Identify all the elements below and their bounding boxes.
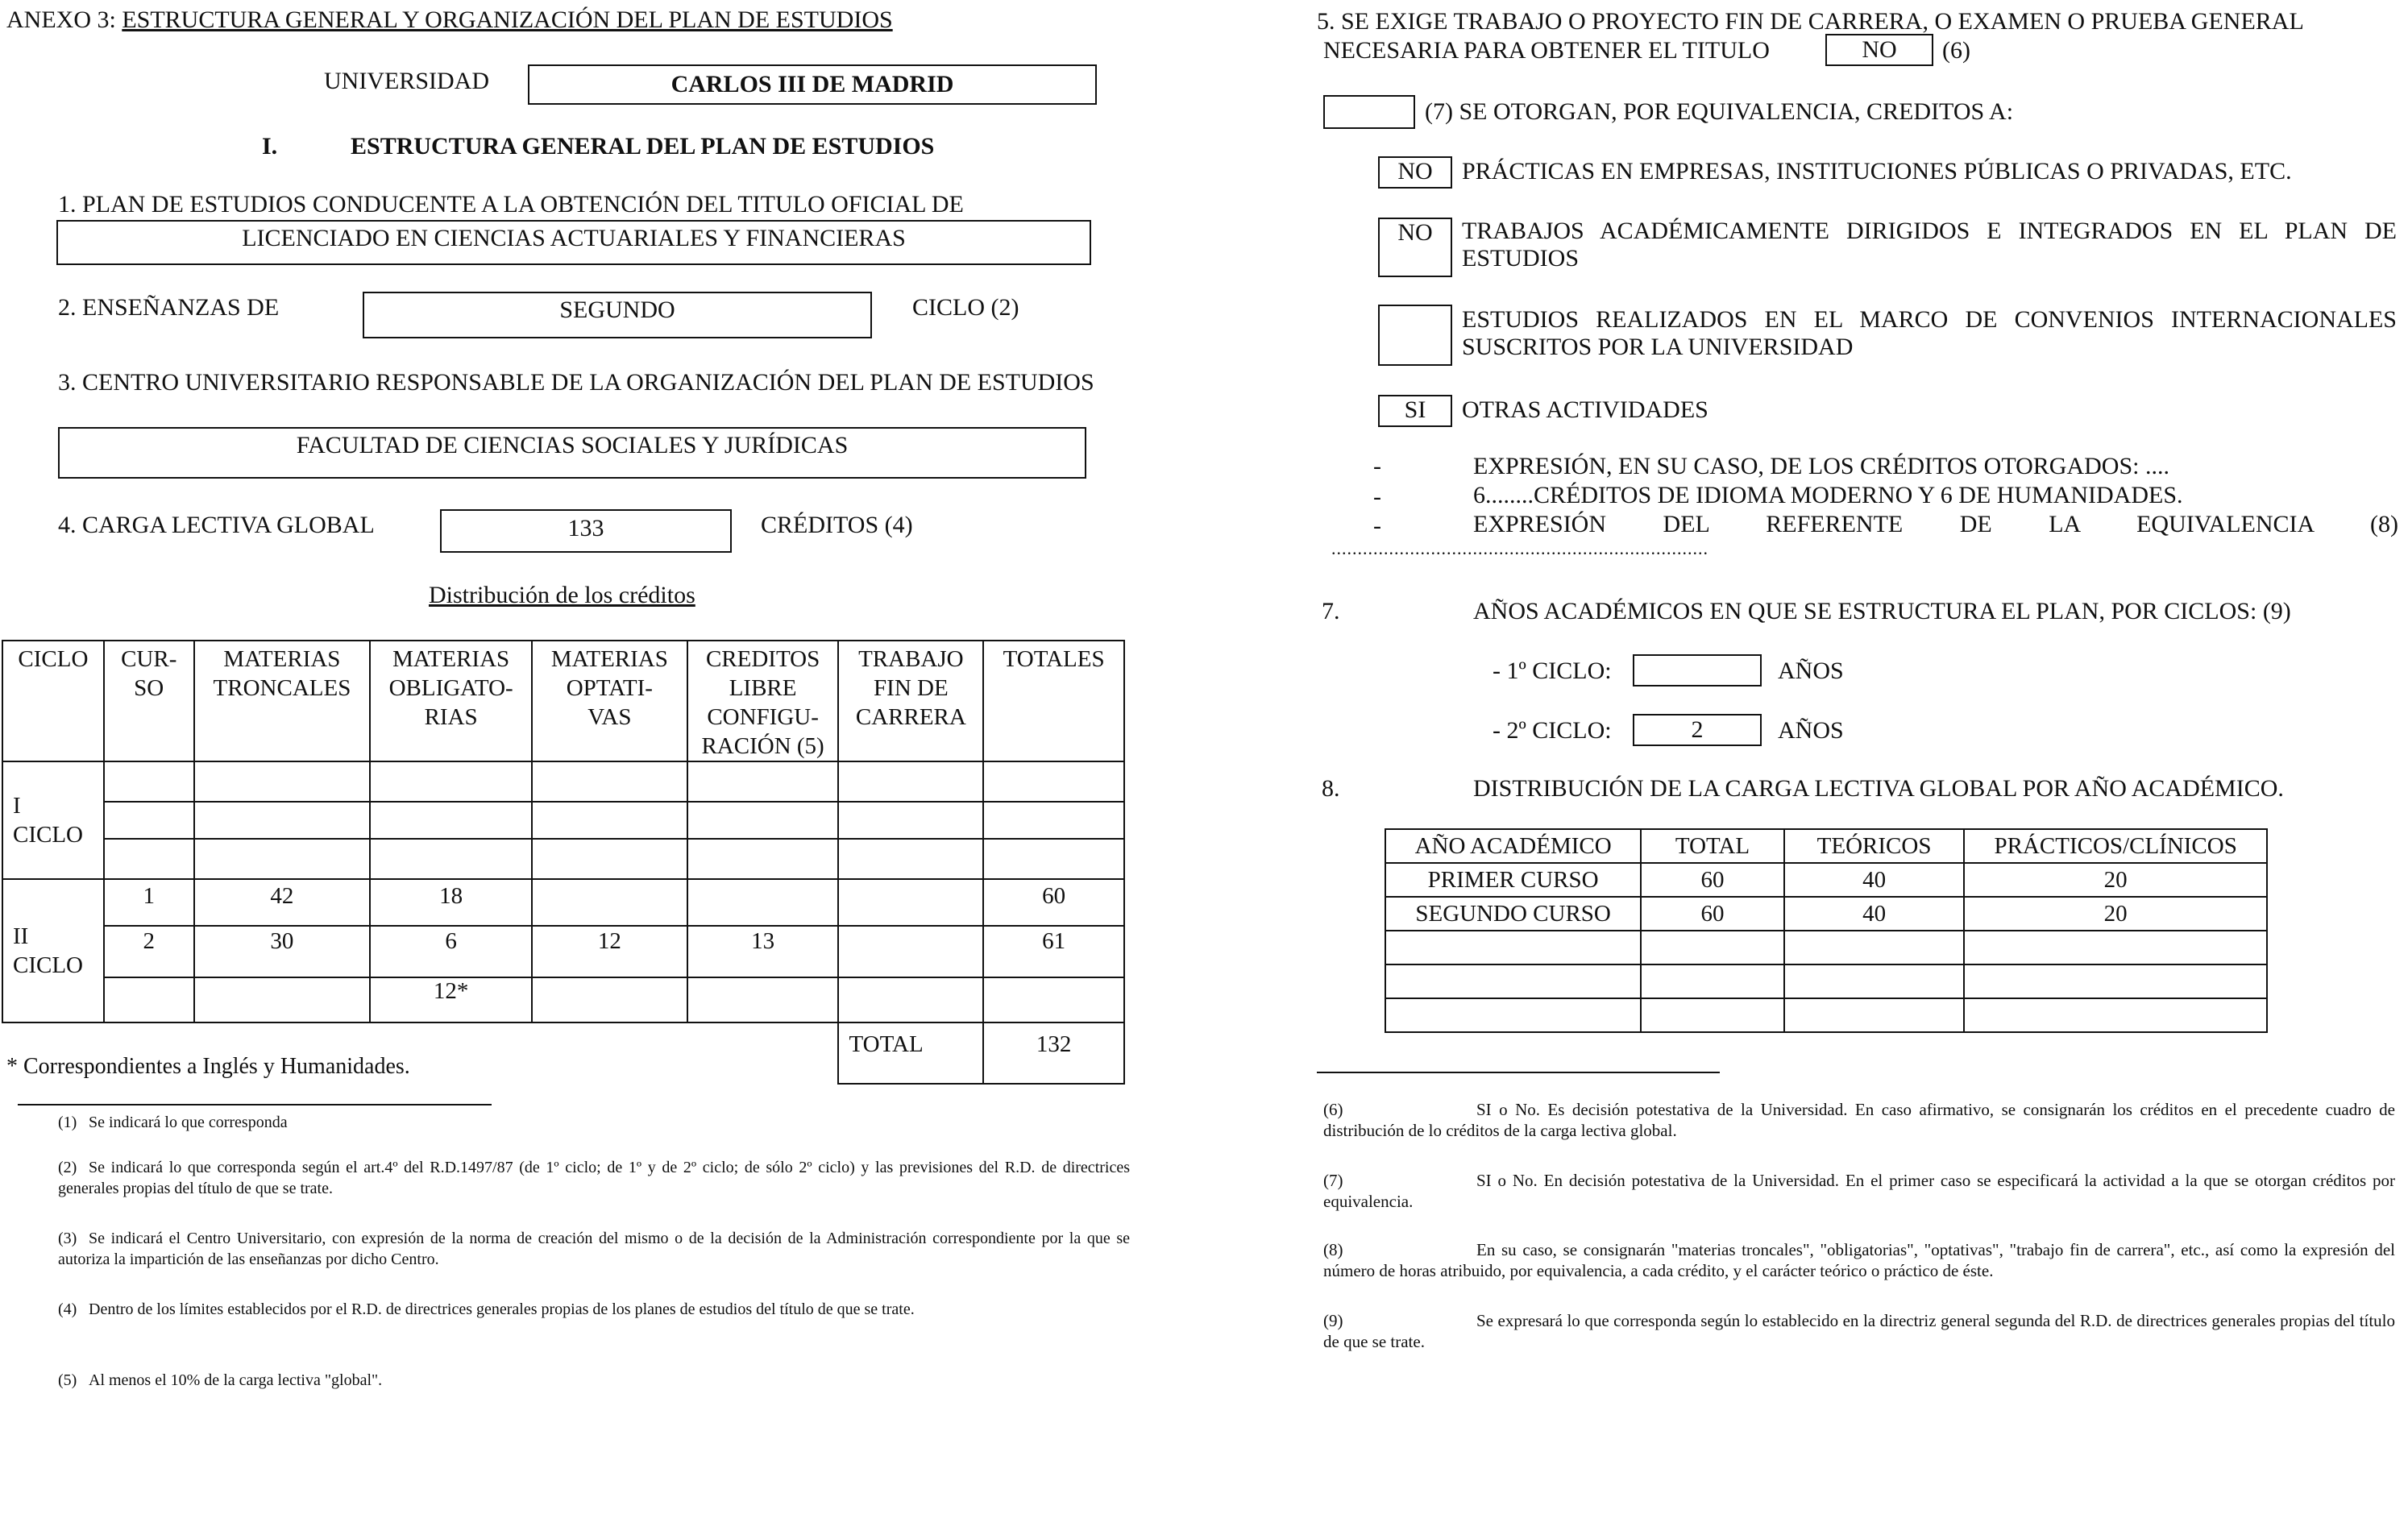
item8-number: 8. — [1322, 775, 1340, 802]
table-row — [2, 839, 1124, 879]
table-cell: 12* — [370, 977, 532, 1022]
item4-field: 133 — [440, 509, 732, 553]
table-cell — [194, 977, 371, 1022]
item4-suffix: CRÉDITOS (4) — [761, 512, 913, 538]
table-cell — [983, 977, 1124, 1022]
opt1-box: NO — [1378, 156, 1452, 189]
table-cell: 12 — [532, 926, 687, 977]
credits-table — [2, 640, 1125, 1085]
opt1-text: PRÁCTICAS EN EMPRESAS, INSTITUCIONES PÚBLICAS O PRIVADAS, ETC. — [1462, 158, 2292, 185]
table-row — [1385, 998, 2267, 1032]
distribution-title: Distribución de los créditos — [429, 582, 695, 608]
footnote-3: (3) Se indicará el Centro Universitario, con expresión de la norma de creación del mismo o de la decisión de la Administración correspondiente por la que se autoriza la impartición de las enseñanzas por dicho Centro. — [58, 1230, 1130, 1268]
table-cell — [532, 977, 687, 1022]
table-cell: 60 — [1641, 863, 1784, 897]
bullet-dash: - — [1373, 453, 1381, 479]
table-cell: 60 — [983, 879, 1124, 926]
total-label: TOTAL — [838, 1022, 983, 1084]
item6-label: (7) SE OTORGAN, POR EQUIVALENCIA, CREDITOS A: — [1425, 98, 2014, 125]
item5-suffix: (6) — [1942, 37, 1970, 64]
item7-number: 7. — [1322, 598, 1340, 624]
table-row — [1385, 964, 2267, 998]
footnote-rule — [1317, 1072, 1720, 1073]
table-cell — [1641, 998, 1784, 1032]
ciclo2-cell: II CICLO — [2, 879, 104, 1022]
table-cell — [104, 977, 194, 1022]
table-cell — [1964, 964, 2267, 998]
ciclo1-years: AÑOS — [1778, 657, 1844, 684]
annex-heading — [6, 6, 893, 34]
bullet-dash: - — [1373, 512, 1381, 539]
footnote-4: (4) Dentro de los límites establecidos por el R.D. de directrices generales propias de los planes de estudios del título de que se trate. — [58, 1300, 915, 1318]
item7-label: AÑOS ACADÉMICOS EN QUE SE ESTRUCTURA EL PLAN, POR CICLOS: (9) — [1473, 598, 2291, 624]
academic-year-table — [1385, 828, 2268, 1033]
table-row — [2, 926, 1124, 977]
table-cell: SEGUNDO CURSO — [1385, 897, 1641, 931]
ciclo2-field: 2 — [1633, 714, 1762, 746]
item5-line2: NECESARIA PARA OBTENER EL TITULO — [1323, 37, 1770, 64]
header-cell: PRÁCTICOS/CLÍNICOS — [1964, 829, 2267, 863]
table-row — [2, 977, 1124, 1022]
item5-line1: 5. SE EXIGE TRABAJO O PROYECTO FIN DE CARRERA, O EXAMEN O PRUEBA GENERAL — [1317, 8, 2304, 35]
item1-label: 1. PLAN DE ESTUDIOS CONDUCENTE A LA OBTENCIÓN DEL TITULO OFICIAL DE — [58, 191, 964, 218]
table-cell — [687, 879, 839, 926]
item3-field: FACULTAD DE CIENCIAS SOCIALES Y JURÍDICAS — [58, 427, 1086, 479]
table-cell: 61 — [983, 926, 1124, 977]
universidad-label: UNIVERSIDAD — [324, 68, 489, 94]
table-cell — [838, 879, 983, 926]
table-cell — [1964, 931, 2267, 964]
header-cell: MATERIAS OBLIGATO- RIAS — [370, 641, 532, 761]
table-cell — [1641, 931, 1784, 964]
table-cell — [532, 879, 687, 926]
opt3-text: ESTUDIOS REALIZADOS EN EL MARCO DE CONVENIOS INTERNACIONALES SUSCRITOS POR LA UNIVERSIDAD — [1462, 306, 2397, 360]
ciclo1-label: - 1º CICLO: — [1493, 657, 1612, 684]
item2-suffix: CICLO (2) — [912, 294, 1019, 321]
table-cell: 6 — [370, 926, 532, 977]
table-cell: 40 — [1784, 863, 1965, 897]
table-cell: 30 — [194, 926, 371, 977]
bullet-dash: - — [1373, 483, 1381, 510]
table-row — [1385, 931, 2267, 964]
table-note: * Correspondientes a Inglés y Humanidades. — [6, 1054, 410, 1079]
table-cell — [1641, 964, 1784, 998]
bullet-dots: ........................................................................ — [1331, 538, 1708, 558]
header-cell: TOTAL — [1641, 829, 1784, 863]
credits-table-header — [2, 641, 1124, 761]
universidad-field: CARLOS III DE MADRID — [528, 64, 1097, 105]
header-cell: CICLO — [2, 641, 104, 761]
table-cell: PRIMER CURSO — [1385, 863, 1641, 897]
item2-label: 2. ENSEÑANZAS DE — [58, 294, 280, 321]
header-cell: MATERIAS TRONCALES — [194, 641, 371, 761]
footnote-9: (9) Se expresará lo que corresponda según lo establecido en la directriz general segunda del R.D. de directrices generales propias del título de que se trate. — [1323, 1311, 2395, 1351]
ciclo1-cell: I CICLO — [2, 761, 104, 879]
annex-prefix: ANEXO 3: — [6, 6, 116, 33]
right-column — [1289, 0, 2408, 1514]
opt3-box — [1378, 305, 1452, 366]
table-cell — [1784, 998, 1965, 1032]
annex-title: ESTRUCTURA GENERAL Y ORGANIZACIÓN DEL PLAN DE ESTUDIOS — [122, 6, 893, 33]
header-cell: CREDITOS LIBRE CONFIGU- RACIÓN (5) — [687, 641, 839, 761]
table-cell — [687, 977, 839, 1022]
table-row — [2, 761, 1124, 802]
bullet-1: EXPRESIÓN, EN SU CASO, DE LOS CRÉDITOS OTORGADOS: .... — [1473, 453, 2169, 479]
item3-label: 3. CENTRO UNIVERSITARIO RESPONSABLE DE LA ORGANIZACIÓN DEL PLAN DE ESTUDIOS — [58, 369, 1094, 396]
item4-label: 4. CARGA LECTIVA GLOBAL — [58, 512, 375, 538]
table-row — [2, 802, 1124, 839]
header-cell: TRABAJO FIN DE CARRERA — [838, 641, 983, 761]
table-cell — [1385, 998, 1641, 1032]
left-column — [0, 0, 1144, 1514]
table-cell: 40 — [1784, 897, 1965, 931]
item2-field: SEGUNDO — [363, 292, 872, 338]
section-title: ESTRUCTURA GENERAL DEL PLAN DE ESTUDIOS — [351, 133, 935, 160]
footnote-7: (7) SI o No. En decisión potestativa de la Universidad. En el primer caso se especificará la actividad a la que se otorgan créditos por equivalencia. — [1323, 1171, 2395, 1211]
table-cell — [838, 977, 983, 1022]
item8-label: DISTRIBUCIÓN DE LA CARGA LECTIVA GLOBAL POR AÑO ACADÉMICO. — [1473, 775, 2284, 802]
header-cell: TOTALES — [983, 641, 1124, 761]
opt2-box: NO — [1378, 218, 1452, 277]
table-row — [2, 879, 1124, 926]
ciclo2-years: AÑOS — [1778, 717, 1844, 744]
section-number: I. — [262, 133, 278, 160]
table-cell: 2 — [104, 926, 194, 977]
item6-field — [1323, 95, 1415, 129]
footnote-1: (1) Se indicará lo que corresponda — [58, 1114, 288, 1131]
opt2-text: TRABAJOS ACADÉMICAMENTE DIRIGIDOS E INTEGRADOS EN EL PLAN DE ESTUDIOS — [1462, 218, 2397, 272]
table-cell: 1 — [104, 879, 194, 926]
total-value: 132 — [983, 1022, 1124, 1084]
ciclo2-label: - 2º CICLO: — [1493, 717, 1612, 744]
table-cell: 18 — [370, 879, 532, 926]
table-cell — [1964, 998, 2267, 1032]
footnote-2: (2) Se indicará lo que corresponda según el art.4º del R.D.1497/87 (de 1º ciclo; de 1º y de 2º ciclo; de sólo 2º ciclo) y las previsiones del R.D. de directrices generales propias del título de que se trate. — [58, 1159, 1130, 1197]
footnote-rule — [18, 1104, 492, 1105]
footnote-6: (6) SI o No. Es decisión potestativa de la Universidad. En caso afirmativo, se consignarán los créditos en el precedente cuadro de distribución de lo créditos de la carga lectiva global. — [1323, 1100, 2395, 1140]
table-cell — [1784, 964, 1965, 998]
table-cell: 20 — [1964, 863, 2267, 897]
header-cell: MATERIAS OPTATI- VAS — [532, 641, 687, 761]
table-row — [1385, 863, 2267, 897]
bullet-3: EXPRESIÓN DEL REFERENTE DE LA EQUIVALENCIA (8) — [1473, 511, 2398, 537]
footnote-8: (8) En su caso, se consignarán "materias troncales", "obligatorias", "optativas", "trabajo fin de carrera", etc., así como la expresión del número de horas atribuido, por equivalencia, a cada crédito, y el carácter teórico o práctico de éste. — [1323, 1240, 2395, 1280]
item1-field: LICENCIADO EN CIENCIAS ACTUARIALES Y FINANCIERAS — [56, 220, 1091, 265]
academic-year-header — [1385, 829, 2267, 863]
footnote-5: (5) Al menos el 10% de la carga lectiva "global". — [58, 1371, 383, 1389]
table-cell: 13 — [687, 926, 839, 977]
opt4-box: SI — [1378, 395, 1452, 427]
table-cell: 60 — [1641, 897, 1784, 931]
header-cell: TEÓRICOS — [1784, 829, 1965, 863]
ciclo1-field — [1633, 654, 1762, 686]
table-row — [1385, 897, 2267, 931]
header-cell: AÑO ACADÉMICO — [1385, 829, 1641, 863]
header-cell: CUR- SO — [104, 641, 194, 761]
item5-field: NO — [1825, 34, 1933, 66]
table-cell — [1385, 964, 1641, 998]
table-cell — [1784, 931, 1965, 964]
bullet-2: 6........CRÉDITOS DE IDIOMA MODERNO Y 6 DE HUMANIDADES. — [1473, 482, 2183, 508]
table-cell: 20 — [1964, 897, 2267, 931]
table-cell: 42 — [194, 879, 371, 926]
table-cell — [1385, 931, 1641, 964]
opt4-text: OTRAS ACTIVIDADES — [1462, 396, 1708, 423]
table-cell — [838, 926, 983, 977]
